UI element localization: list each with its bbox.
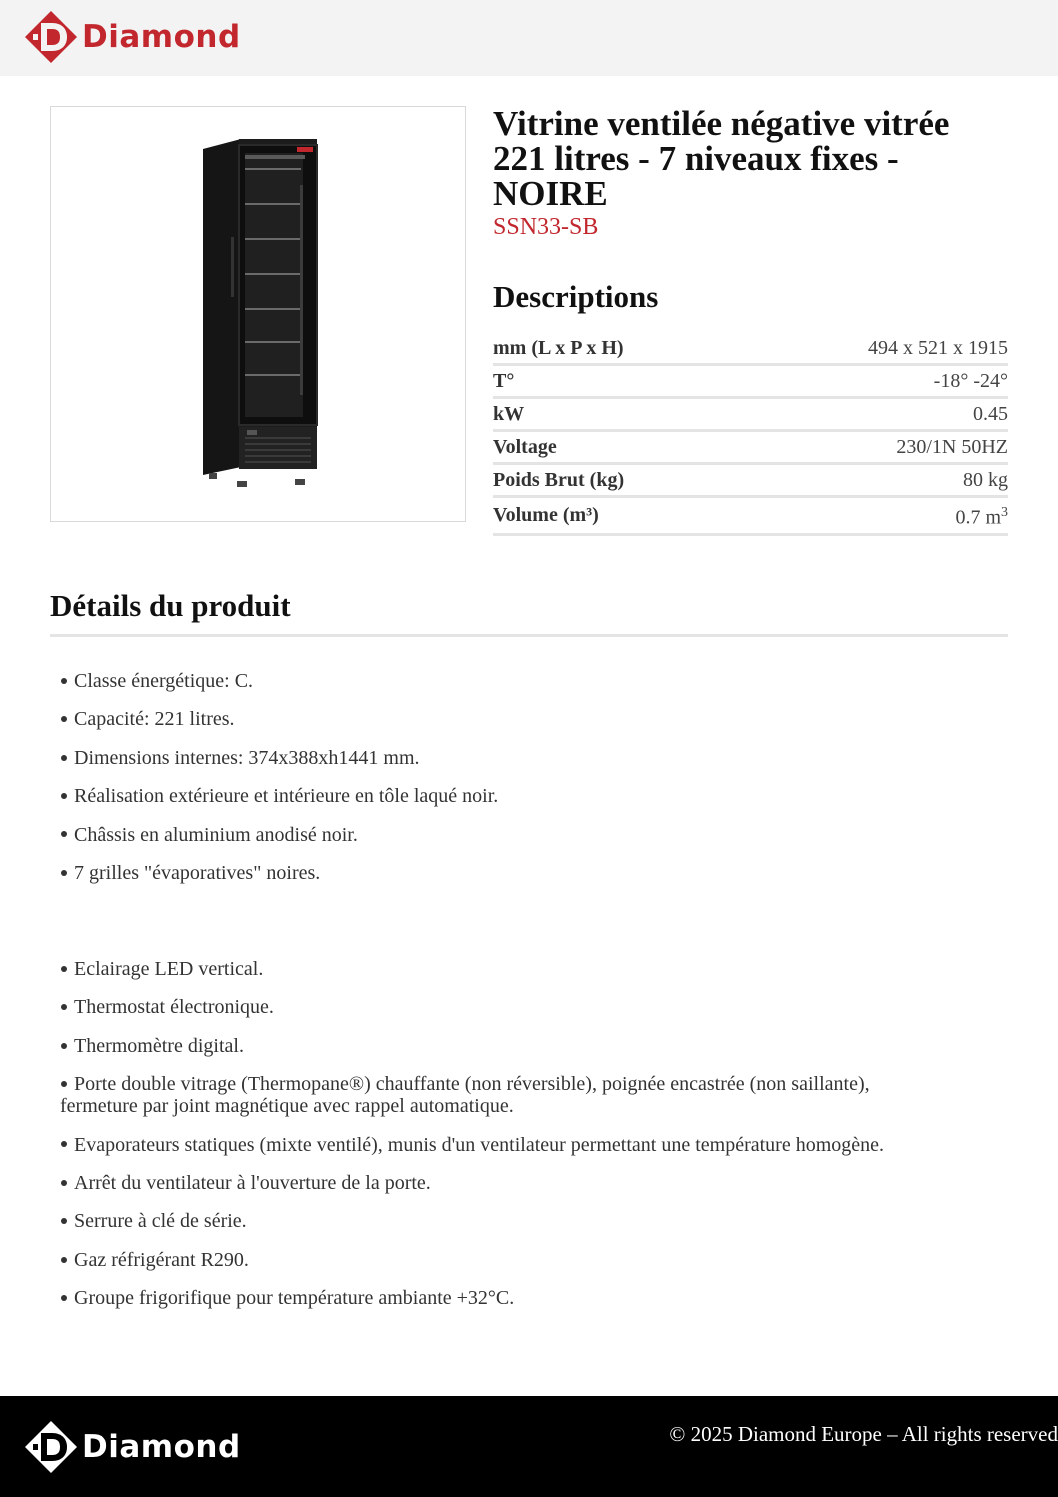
bullet-icon [61, 1295, 67, 1301]
bullet-icon [61, 755, 67, 761]
list-item [60, 1172, 950, 1194]
bullet-icon [61, 870, 67, 876]
spec-row [493, 464, 1008, 497]
list-item [60, 996, 950, 1018]
bullet-icon [61, 1081, 67, 1087]
bullet-icon [61, 1004, 67, 1010]
bullet-icon [61, 831, 67, 837]
list-item-text: Thermomètre digital. [74, 1034, 244, 1057]
list-item [60, 824, 950, 846]
spec-value: -18° -24° [742, 365, 1008, 398]
bullet-icon [61, 1141, 67, 1147]
list-item [60, 1134, 950, 1156]
spec-table [493, 333, 1008, 536]
details-heading: Détails du produit [50, 588, 291, 623]
spec-value-exponent: 3 [1001, 505, 1008, 520]
list-item-text: 7 grilles "évaporatives" noires. [74, 861, 321, 884]
descriptions-heading: Descriptions [493, 279, 659, 314]
list-item-text: Evaporateurs statiques (mixte ventilé), munis d'un ventilateur permettant une température homogène. [74, 1133, 885, 1156]
list-item [60, 1073, 950, 1117]
list-item-text: Groupe frigorifique pour température ambiante +32°C. [74, 1287, 515, 1310]
spec-key: T° [493, 365, 742, 398]
footer-brand-name: Diamond [82, 1428, 241, 1465]
list-item [60, 708, 950, 730]
diamond-d-logo-icon [24, 10, 78, 64]
list-item-text: Dimensions internes: 374x388xh1441 mm. [74, 746, 420, 769]
bullet-icon [61, 1218, 67, 1224]
details-divider [50, 634, 1008, 637]
list-item [60, 1210, 950, 1232]
list-item-text: Arrêt du ventilateur à l'ouverture de la porte. [74, 1171, 431, 1194]
list-item [60, 1249, 950, 1271]
list-item [60, 862, 950, 884]
spec-key: Voltage [493, 431, 742, 464]
freezer-cabinet-icon [51, 107, 465, 521]
list-item-text: Capacité: 221 litres. [74, 708, 235, 731]
spec-row [493, 431, 1008, 464]
spec-row [493, 398, 1008, 431]
bullet-icon [61, 678, 67, 684]
list-item [60, 1287, 950, 1309]
spec-value: 230/1N 50HZ [742, 431, 1008, 464]
product-image [50, 106, 466, 522]
spec-key: Poids Brut (kg) [493, 464, 742, 497]
spec-value: 494 x 521 x 1915 [742, 333, 1008, 365]
bullet-icon [61, 1257, 67, 1263]
spec-key: Volume (m³) [493, 497, 742, 535]
bullet-icon [61, 1180, 67, 1186]
list-item [60, 747, 950, 769]
list-item-text: Gaz réfrigérant R290. [74, 1248, 249, 1271]
feature-list [60, 670, 950, 900]
list-item [60, 670, 950, 692]
diamond-d-logo-icon [24, 1420, 78, 1474]
list-item-text: Porte double vitrage (Thermopane®) chauffante (non réversible), poignée encastrée (non saillante), fermeture par joint magnétique avec rappel automatique. [60, 1073, 870, 1118]
spec-row [493, 365, 1008, 398]
spec-value: 80 kg [742, 464, 1008, 497]
footer-brand-logo[interactable] [24, 1420, 241, 1474]
spec-value-text: 0.7 m [955, 506, 1001, 529]
list-item-text: Thermostat électronique. [74, 996, 274, 1019]
list-item-text: Réalisation extérieure et intérieure en tôle laqué noir. [74, 785, 499, 808]
bullet-icon [61, 1043, 67, 1049]
list-item-text: Eclairage LED vertical. [74, 958, 264, 980]
brand-logo[interactable] [24, 10, 241, 64]
list-item-text: Classe énergétique: C. [74, 670, 254, 692]
spec-key: mm (L x P x H) [493, 333, 742, 365]
feature-list [60, 958, 950, 1326]
spec-key: kW [493, 398, 742, 431]
list-item [60, 958, 950, 980]
product-reference: SSN33-SB [493, 214, 599, 240]
spec-value [742, 497, 1008, 535]
spec-row [493, 333, 1008, 365]
spec-row [493, 497, 1008, 535]
list-item-text: Serrure à clé de série. [74, 1210, 247, 1233]
copyright-notice: © 2025 Diamond Europe – All rights reserved [669, 1422, 1058, 1446]
list-item [60, 785, 950, 807]
bullet-icon [61, 966, 67, 972]
bullet-icon [61, 793, 67, 799]
brand-name: Diamond [82, 18, 241, 55]
bullet-icon [61, 716, 67, 722]
list-item [60, 1035, 950, 1057]
list-item-text: Châssis en aluminium anodisé noir. [74, 823, 358, 846]
spec-value: 0.45 [742, 398, 1008, 431]
product-title: Vitrine ventilée négative vitrée 221 litres - 7 niveaux fixes - NOIRE [493, 104, 950, 213]
